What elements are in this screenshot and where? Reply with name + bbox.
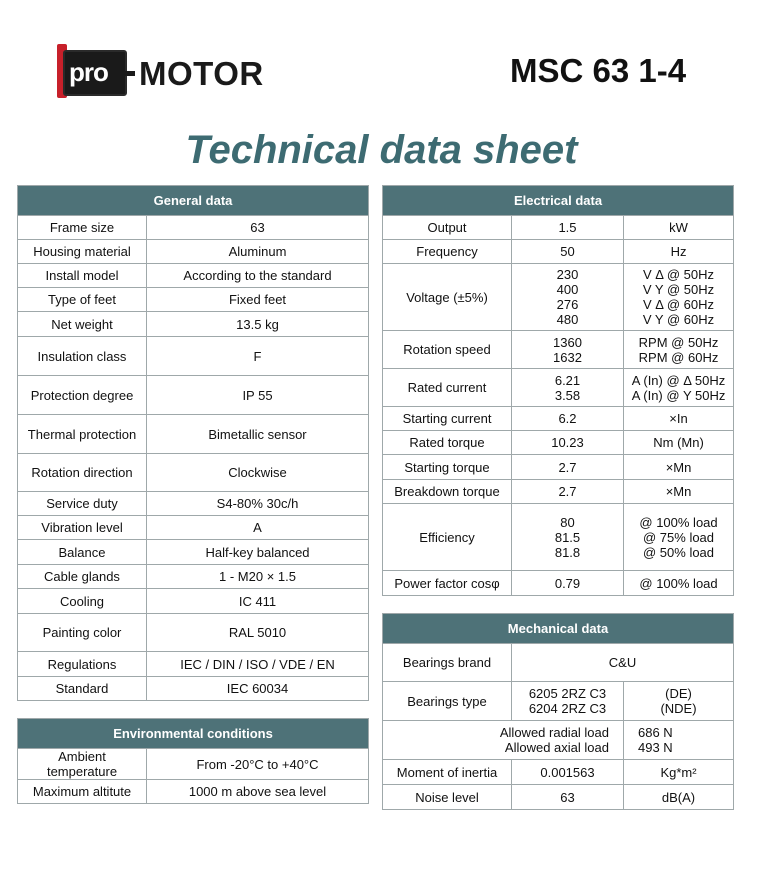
spec-label: Frame size (18, 216, 147, 240)
spec-value: 1 - M20 × 1.5 (147, 565, 369, 589)
table-row (18, 516, 369, 540)
table-row (383, 240, 734, 264)
spec-value: 13.5 kg (147, 312, 369, 337)
spec-label: Rotation speed (383, 331, 512, 369)
spec-value: Bimetallic sensor (147, 415, 369, 454)
table-row (18, 415, 369, 454)
table-row (383, 407, 734, 431)
spec-value: 230 400 276 480 (512, 264, 624, 331)
table-row (18, 565, 369, 589)
general-data-header-row (18, 186, 369, 216)
spec-value: IEC 60034 (147, 677, 369, 701)
spec-unit: A (In) @ Δ 50Hz A (In) @ Y 50Hz (624, 369, 734, 407)
spec-value: IEC / DIN / ISO / VDE / EN (147, 652, 369, 677)
table-row (18, 749, 369, 780)
bearings-brand-label: Bearings brand (383, 644, 512, 682)
allowed-load-value: 686 N 493 N (624, 721, 734, 760)
table-row (383, 369, 734, 407)
spec-value: Fixed feet (147, 288, 369, 312)
spec-label: Regulations (18, 652, 147, 677)
spec-label: Insulation class (18, 337, 147, 376)
spec-value: S4-80% 30c/h (147, 492, 369, 516)
spec-label: Starting current (383, 407, 512, 431)
mechanical-header-row (383, 614, 734, 644)
spec-value: IP 55 (147, 376, 369, 415)
spec-label: Painting color (18, 614, 147, 652)
table-row (18, 677, 369, 701)
table-row (18, 454, 369, 492)
table-row (18, 540, 369, 565)
spec-value: 10.23 (512, 431, 624, 455)
spec-value: 1.5 (512, 216, 624, 240)
spec-label: Breakdown torque (383, 480, 512, 504)
general-data-table (17, 185, 369, 804)
spec-label: Vibration level (18, 516, 147, 540)
spec-unit: V Δ @ 50Hz V Y @ 50Hz V Δ @ 60Hz V Y @ 60Hz (624, 264, 734, 331)
spec-value: 6.21 3.58 (512, 369, 624, 407)
table-row (383, 504, 734, 571)
allowed-load-label: Allowed radial load Allowed axial load (383, 721, 624, 760)
table-row (383, 431, 734, 455)
spec-label: Type of feet (18, 288, 147, 312)
spec-label: Rated torque (383, 431, 512, 455)
table-row (383, 644, 734, 682)
spec-value: RAL 5010 (147, 614, 369, 652)
table-row (383, 331, 734, 369)
spec-value: 80 81.5 81.8 (512, 504, 624, 571)
env-label: Ambient temperature (18, 749, 147, 780)
spec-label: Balance (18, 540, 147, 565)
table-row (383, 721, 734, 760)
table-row (18, 780, 369, 804)
table-row (18, 288, 369, 312)
logo-motor-text: MOTOR (139, 55, 264, 92)
spec-value: Clockwise (147, 454, 369, 492)
inertia-label: Moment of inertia (383, 760, 512, 785)
spec-value: IC 411 (147, 589, 369, 614)
spec-value: 2.7 (512, 455, 624, 480)
spec-value: 2.7 (512, 480, 624, 504)
spec-value: Half-key balanced (147, 540, 369, 565)
spec-unit: ×In (624, 407, 734, 431)
noise-unit: dB(A) (624, 785, 734, 810)
noise-value: 63 (512, 785, 624, 810)
electrical-data-table (382, 185, 734, 810)
spec-label: Net weight (18, 312, 147, 337)
table-row (18, 337, 369, 376)
spec-label: Cable glands (18, 565, 147, 589)
spacer-row (18, 701, 369, 719)
spec-unit: Hz (624, 240, 734, 264)
spec-unit: kW (624, 216, 734, 240)
logo-pro-text: pro (69, 57, 108, 87)
bearings-type-value: 6205 2RZ C3 6204 2RZ C3 (512, 682, 624, 721)
table-row (18, 589, 369, 614)
spec-unit: ×Mn (624, 455, 734, 480)
spec-value: 50 (512, 240, 624, 264)
table-row (18, 376, 369, 415)
table-row (383, 785, 734, 810)
table-row (383, 571, 734, 596)
noise-label: Noise level (383, 785, 512, 810)
table-row (383, 455, 734, 480)
spec-label: Rotation direction (18, 454, 147, 492)
table-row (383, 760, 734, 785)
mechanical-heading: Mechanical data (383, 614, 734, 644)
table-row (18, 652, 369, 677)
table-row (18, 614, 369, 652)
environment-heading: Environmental conditions (18, 719, 369, 749)
logo-dash (121, 71, 135, 76)
spec-value: 0.79 (512, 571, 624, 596)
spec-label: Starting torque (383, 455, 512, 480)
spec-label: Frequency (383, 240, 512, 264)
spec-label: Install model (18, 264, 147, 288)
table-row (383, 264, 734, 331)
spec-label: Housing material (18, 240, 147, 264)
spec-label: Protection degree (18, 376, 147, 415)
bearings-brand-value: C&U (512, 644, 734, 682)
page-title: Technical data sheet (185, 128, 578, 172)
env-value: 1000 m above sea level (147, 780, 369, 804)
table-row (18, 312, 369, 337)
spec-label: Cooling (18, 589, 147, 614)
electrical-data-heading: Electrical data (383, 186, 734, 216)
table-row (383, 216, 734, 240)
spec-label: Standard (18, 677, 147, 701)
spec-value: 1360 1632 (512, 331, 624, 369)
environment-header-row (18, 719, 369, 749)
table-row (383, 682, 734, 721)
table-row (18, 264, 369, 288)
spec-value: A (147, 516, 369, 540)
spec-unit: @ 100% load (624, 571, 734, 596)
spacer (18, 701, 369, 719)
spec-label: Rated current (383, 369, 512, 407)
inertia-unit: Kg*m² (624, 760, 734, 785)
spec-unit: @ 100% load @ 75% load @ 50% load (624, 504, 734, 571)
pro-motor-logo (57, 44, 297, 98)
table-row (383, 480, 734, 504)
spec-label: Output (383, 216, 512, 240)
spec-unit: Nm (Mn) (624, 431, 734, 455)
spec-value: According to the standard (147, 264, 369, 288)
bearings-type-unit: (DE) (NDE) (624, 682, 734, 721)
table-row (18, 492, 369, 516)
env-value: From -20°C to +40°C (147, 749, 369, 780)
spec-label: Thermal protection (18, 415, 147, 454)
general-data-heading: General data (18, 186, 369, 216)
spec-label: Voltage (±5%) (383, 264, 512, 331)
model-number: MSC 63 1-4 (510, 52, 687, 89)
inertia-value: 0.001563 (512, 760, 624, 785)
spec-unit: ×Mn (624, 480, 734, 504)
spec-value: F (147, 337, 369, 376)
spec-unit: RPM @ 50Hz RPM @ 60Hz (624, 331, 734, 369)
spec-value: 63 (147, 216, 369, 240)
env-label: Maximum altitute (18, 780, 147, 804)
spec-label: Service duty (18, 492, 147, 516)
spec-value: 6.2 (512, 407, 624, 431)
electrical-data-header-row (383, 186, 734, 216)
spec-label: Power factor cosφ (383, 571, 512, 596)
spacer (383, 596, 734, 614)
table-row (18, 216, 369, 240)
table-row (18, 240, 369, 264)
spec-label: Efficiency (383, 504, 512, 571)
spec-value: Aluminum (147, 240, 369, 264)
spacer-row (383, 596, 734, 614)
bearings-type-label: Bearings type (383, 682, 512, 721)
